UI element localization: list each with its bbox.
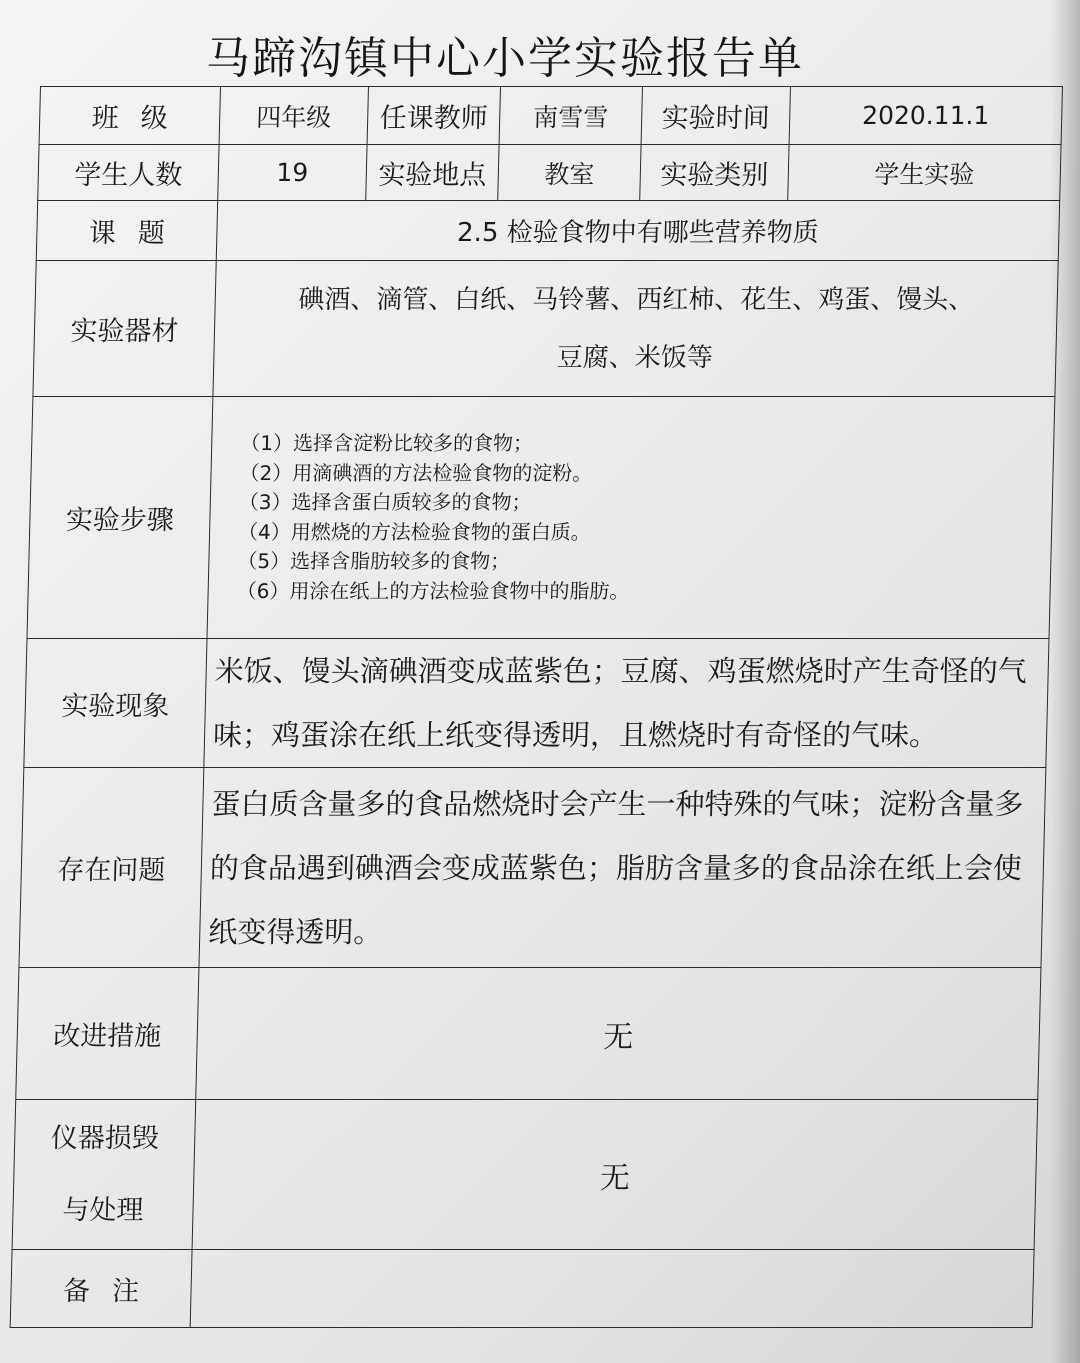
class-value: 四年级 bbox=[219, 87, 368, 145]
phenomenon-text: 米饭、馒头滴碘酒变成蓝紫色；豆腐、鸡蛋燃烧时产生奇怪的气味；鸡蛋涂在纸上纸变得透明，且燃烧时有奇怪的气味。 bbox=[204, 639, 1049, 768]
info-row-2 bbox=[38, 145, 1061, 201]
type-label: 实验类别 bbox=[640, 145, 789, 201]
location-label: 实验地点 bbox=[366, 145, 499, 201]
remarks-row bbox=[10, 1250, 1034, 1328]
problems-label: 存在问题 bbox=[19, 768, 204, 968]
phenomenon-label: 实验现象 bbox=[24, 639, 207, 768]
equipment-row bbox=[33, 261, 1058, 397]
problems-row bbox=[19, 768, 1046, 968]
equipment-label: 实验器材 bbox=[33, 261, 216, 397]
type-value: 学生实验 bbox=[788, 145, 1061, 201]
step-item: （6）用涂在纸上的方法检验食物中的脂肪。 bbox=[236, 578, 630, 603]
improvement-row bbox=[16, 968, 1041, 1100]
step-item: （3）选择含蛋白质较多的食物； bbox=[238, 490, 532, 514]
time-label: 实验时间 bbox=[641, 87, 790, 145]
step-item: （1）选择含淀粉比较多的食物； bbox=[239, 431, 534, 455]
students-label: 学生人数 bbox=[38, 145, 219, 201]
topic-value: 2.5 检验食物中有哪些营养物质 bbox=[216, 201, 1059, 261]
remarks-value bbox=[190, 1250, 1034, 1328]
class-label: 班级 bbox=[39, 87, 220, 145]
location-value: 教室 bbox=[498, 145, 641, 201]
steps-row bbox=[27, 397, 1055, 639]
improvement-label: 改进措施 bbox=[16, 968, 199, 1100]
steps-list bbox=[207, 397, 1055, 639]
problems-text: 蛋白质含量多的食品燃烧时会产生一种特殊的气味；淀粉含量多的食品遇到碘酒会变成蓝紫色；脂肪含量多的食品涂在纸上会使纸变得透明。 bbox=[199, 768, 1046, 968]
step-item: （4）用燃烧的方法检验食物的蛋白质。 bbox=[237, 519, 592, 544]
phenomenon-row bbox=[24, 639, 1049, 768]
steps-label: 实验步骤 bbox=[27, 397, 213, 639]
damage-label-line-2: 与处理 bbox=[62, 1194, 144, 1226]
report-table bbox=[10, 86, 1063, 1328]
equipment-list bbox=[213, 261, 1058, 397]
step-item: （2）用滴碘酒的方法检验食物的淀粉。 bbox=[239, 460, 593, 485]
info-row-1 bbox=[39, 87, 1062, 145]
damage-label-line-1: 仪器损毁 bbox=[50, 1122, 160, 1154]
equipment-line-2: 豆腐、米饭等 bbox=[556, 342, 714, 373]
report-title: 马蹄沟镇中心小学实验报告单 bbox=[206, 33, 804, 84]
teacher-label: 任课教师 bbox=[367, 87, 500, 145]
topic-label: 课题 bbox=[36, 201, 217, 261]
damage-label bbox=[12, 1100, 196, 1250]
equipment-line-1: 碘酒、滴管、白纸、马铃薯、西红柿、花生、鸡蛋、馒头、 bbox=[297, 284, 975, 315]
time-value: 2020.11.1 bbox=[789, 87, 1062, 145]
students-value: 19 bbox=[218, 145, 367, 201]
report-form bbox=[10, 86, 1062, 1328]
remarks-label: 备注 bbox=[10, 1250, 192, 1328]
teacher-value: 南雪雪 bbox=[499, 87, 642, 145]
damage-value: 无 bbox=[192, 1100, 1038, 1250]
improvement-value: 无 bbox=[196, 968, 1041, 1100]
step-item: （5）选择含脂肪较多的食物； bbox=[237, 549, 511, 573]
topic-row bbox=[36, 201, 1059, 261]
damage-row bbox=[12, 1100, 1038, 1250]
